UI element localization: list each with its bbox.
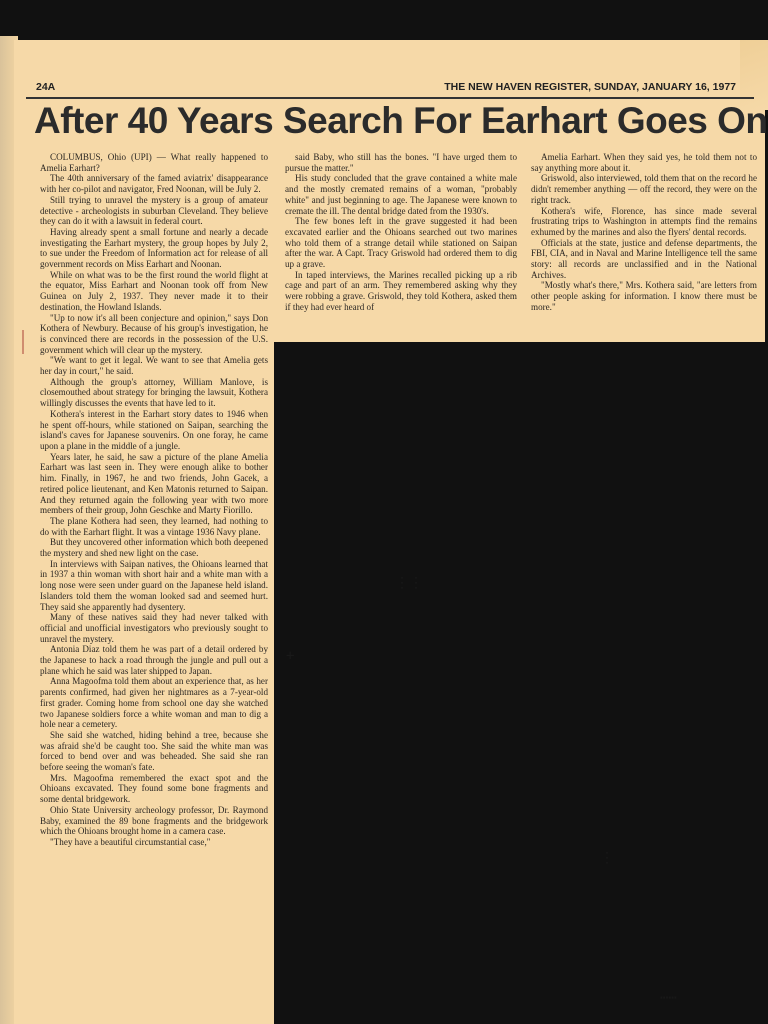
article-paragraph: "They have a beautiful circumstantial case,"	[50, 837, 211, 847]
article-paragraph: She said she watched, hiding behind a tree, because she was afraid she'd be caught too. She said the white man was forced to bend over and was beheaded. She said she ran before seeing the woman's fate.	[40, 729, 268, 773]
article-paragraph: But they uncovered other information which both deepened the mystery and shed new light on the case.	[40, 537, 268, 559]
scanner-dust: +	[286, 648, 295, 664]
article-paragraph: Ohio State University archeology professor, Dr. Raymond Baby, examined the 89 bone fragments and the bridgework which the Ohioans brought home in a camera case.	[40, 804, 268, 837]
article-paragraph: While on what was to be the first round the world flight at the equator, Miss Earhart and Noonan took off from New Guinea on July 2, 1937. They never made it to their destination, the Howland Islands.	[40, 269, 268, 312]
article-paragraph: said Baby, who still has the bones. "I have urged them to pursue the matter."	[285, 152, 517, 173]
article-paragraph: The plane Kothera had seen, they learned, had nothing to do with the Earhart flight. It was a vintage 1936 Navy plane.	[40, 515, 268, 537]
masthead	[26, 78, 736, 96]
article-paragraph: Amelia Earhart. When they said yes, he told them not to say anything more about it.	[531, 152, 757, 173]
article-column-1	[40, 152, 268, 848]
article-paragraph: The 40th anniversary of the famed aviatrix' disappearance with her co-pilot and navigator, Fred Noonan, will be July 2.	[40, 173, 268, 195]
article-paragraph: Kothera's interest in the Earhart story dates to 1946 when he spent off-hours, while stationed on Saipan, searching the island's caves for Japanese souvenirs. On one foray, he came upon a plane in the middle of a jungle.	[40, 408, 268, 451]
article-paragraph: "We want to get it legal. We want to see that Amelia gets her day in court," he said.	[40, 355, 268, 377]
article-column-2	[285, 152, 517, 313]
article-paragraph: Years later, he said, he saw a picture of the plane Amelia Earhart was last seen in. They were enough alike to bother him. Finally, in 1967, he and two friends, John Gacek, a retired police lieutenant, and Ken Matonis returned to Saipan. And they returned again the following year with two more members of their group, John Geschke and Marty Fiorillo.	[40, 451, 268, 516]
article-paragraph: His study concluded that the grave contained a white male and the mostly cremated remains of a woman, "probably white" and just beginning to age. The Japanese were known to cremate the ill. The dental bridge dated from the 1930's.	[285, 173, 517, 216]
article-paragraph: "Mostly what's there," Mrs. Kothera said, "are letters from other people asking for information. I know there must be more."	[531, 280, 757, 312]
article-paragraph: Anna Magoofma told them about an experience that, as her parents confirmed, had given her nightmares as a 7-year-old first grader. Coming home from school one day she watched two Japanese soldiers force a white woman and man to dig a hole near a cemetery.	[40, 676, 268, 730]
scanner-dust: ⋮	[600, 850, 614, 866]
article-paragraph: "Up to now it's all been conjecture and opinion," says Don Kothera of Newbury. Because of his group's investigation, he is convinced there are records in the possession of the U.S. government which will clear up the mystery.	[40, 312, 268, 355]
headline: After 40 Years Search For Earhart Goes On	[34, 100, 768, 141]
article-paragraph: In interviews with Saipan natives, the Ohioans learned that in 1937 a thin woman with short hair and a white man with a long nose were seen under guard on the Japanese held island. Islanders told them the woman looked sad and seemed hurt. They said she apparently had dysentery.	[40, 558, 268, 612]
newspaper-dateline: THE NEW HAVEN REGISTER, SUNDAY, JANUARY 16, 1977	[444, 81, 736, 93]
article-paragraph: Officials at the state, justice and defense departments, the FBI, CIA, and in Naval and Marine Intelligence tell the same story: all records are unclassified and in the National Archives.	[531, 237, 757, 280]
article-paragraph: Griswold, also interviewed, told them that on the record he didn't remember anything — off the record, they were on the right track.	[531, 173, 757, 205]
red-mark	[22, 330, 24, 354]
article-paragraph: Having already spent a small fortune and nearly a decade investigating the Earhart mystery, the group hopes by July 2, to sue under the Freedom of Information act for release of all government records on Miss Earhart and Noonan.	[40, 226, 268, 270]
article-paragraph: COLUMBUS, Ohio (UPI) — What really happened to Amelia Earhart?	[40, 152, 268, 173]
scanner-dust: ⋯⋯	[660, 990, 677, 1006]
page-number: 24A	[36, 81, 56, 93]
article-paragraph: Many of these natives said they had never talked with official and unofficial investigators who previously sought to unravel the mystery.	[40, 612, 268, 644]
article-paragraph: In taped interviews, the Marines recalled picking up a rib cage and part of an arm. They remembered asking why they were robbing a grave. Griswold, they told Kothera, asked them if they had ever heard of	[285, 269, 517, 312]
masthead-rule	[26, 97, 754, 99]
article-paragraph: The few bones left in the grave suggested it had been excavated earlier and the Ohioans searched out two marines who told them of a strange detail while stationed on Saipan after the war. A Capt. Tracy Griswold had ordered them to dig up a grave.	[285, 216, 517, 270]
article-paragraph: Still trying to unravel the mystery is a group of amateur detective - archeologists in suburban Cleveland. They believe they can do it with a lawsuit in federal court.	[40, 194, 268, 227]
article-paragraph: Although the group's attorney, William Manlove, is closemouthed about strategy for bringing the lawsuit, Kothera willingly discusses the events that have led to it.	[40, 376, 268, 409]
article-paragraph: Mrs. Magoofma remembered the exact spot and the Ohioans excavated. They found some bone fragments and some dental bridgework.	[40, 772, 268, 805]
scanner-dust: ⋮⋮	[395, 575, 423, 591]
article-column-3	[531, 152, 757, 313]
article-paragraph: Antonia Diaz told them he was part of a detail ordered by the Japanese to hack a road through the jungle and pull out a plane which he said was later shipped to Japan.	[40, 644, 268, 676]
article-paragraph: Kothera's wife, Florence, has since made several frustrating trips to Washington in attempts find the remains exhumed by the marines and also the flyers' dental records.	[531, 205, 757, 237]
